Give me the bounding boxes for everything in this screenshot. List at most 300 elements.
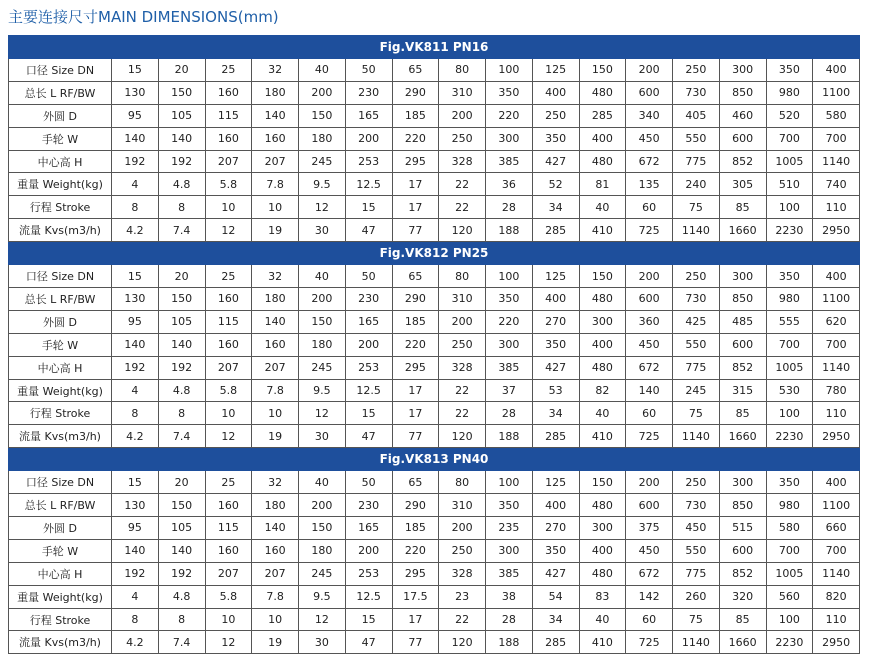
table-cell: 530 xyxy=(766,379,813,402)
table-cell: 4 xyxy=(112,585,159,608)
table-cell: 10 xyxy=(252,196,299,219)
table-cell: 285 xyxy=(532,425,579,448)
table-cell: 25 xyxy=(205,265,252,288)
table-cell: 188 xyxy=(486,425,533,448)
table-cell: 207 xyxy=(252,356,299,379)
table-cell: 17 xyxy=(392,379,439,402)
table-cell: 600 xyxy=(719,127,766,150)
table-cell: 450 xyxy=(626,333,673,356)
row-label: 中心高 H xyxy=(9,356,112,379)
table-cell: 400 xyxy=(532,81,579,104)
table-cell: 300 xyxy=(579,517,626,540)
table-cell: 77 xyxy=(392,631,439,654)
table-cell: 110 xyxy=(813,402,860,425)
table-cell: 480 xyxy=(579,81,626,104)
table-cell: 192 xyxy=(112,356,159,379)
table-cell: 38 xyxy=(486,585,533,608)
table-cell: 180 xyxy=(252,494,299,517)
table-cell: 245 xyxy=(299,356,346,379)
table-cell: 7.8 xyxy=(252,379,299,402)
table-cell: 725 xyxy=(626,631,673,654)
table-row xyxy=(9,81,860,104)
table-cell: 200 xyxy=(345,539,392,562)
table-cell: 328 xyxy=(439,150,486,173)
table-cell: 1140 xyxy=(673,219,720,242)
table-cell: 95 xyxy=(112,310,159,333)
table-cell: 230 xyxy=(345,81,392,104)
table-cell: 105 xyxy=(158,104,205,127)
table-cell: 25 xyxy=(205,59,252,82)
table-cell: 5.8 xyxy=(205,379,252,402)
table-cell: 310 xyxy=(439,288,486,311)
table-cell: 120 xyxy=(439,219,486,242)
table-cell: 150 xyxy=(579,59,626,82)
table-row xyxy=(9,608,860,631)
model-header-row xyxy=(9,242,860,265)
table-row xyxy=(9,402,860,425)
table-cell: 427 xyxy=(532,562,579,585)
table-cell: 8 xyxy=(158,196,205,219)
table-cell: 405 xyxy=(673,104,720,127)
table-cell: 700 xyxy=(766,539,813,562)
table-cell: 50 xyxy=(345,265,392,288)
table-cell: 730 xyxy=(673,288,720,311)
table-row xyxy=(9,631,860,654)
table-cell: 295 xyxy=(392,356,439,379)
table-cell: 160 xyxy=(205,494,252,517)
table-cell: 135 xyxy=(626,173,673,196)
table-cell: 192 xyxy=(158,150,205,173)
table-cell: 7.4 xyxy=(158,219,205,242)
table-cell: 300 xyxy=(486,539,533,562)
table-cell: 125 xyxy=(532,265,579,288)
row-label: 口径 Size DN xyxy=(9,471,112,494)
table-cell: 400 xyxy=(579,333,626,356)
table-cell: 125 xyxy=(532,471,579,494)
table-cell: 32 xyxy=(252,59,299,82)
table-cell: 150 xyxy=(299,310,346,333)
table-cell: 672 xyxy=(626,562,673,585)
table-cell: 600 xyxy=(626,288,673,311)
table-cell: 22 xyxy=(439,608,486,631)
table-cell: 480 xyxy=(579,356,626,379)
table-cell: 12 xyxy=(299,402,346,425)
table-row xyxy=(9,265,860,288)
table-cell: 1100 xyxy=(813,494,860,517)
table-cell: 328 xyxy=(439,356,486,379)
table-cell: 120 xyxy=(439,631,486,654)
row-label: 外圆 D xyxy=(9,310,112,333)
table-cell: 4.2 xyxy=(112,631,159,654)
table-cell: 775 xyxy=(673,150,720,173)
table-cell: 50 xyxy=(345,59,392,82)
table-cell: 400 xyxy=(579,539,626,562)
table-cell: 28 xyxy=(486,402,533,425)
table-cell: 140 xyxy=(112,333,159,356)
table-cell: 320 xyxy=(719,585,766,608)
table-cell: 20 xyxy=(158,265,205,288)
table-cell: 300 xyxy=(486,333,533,356)
table-cell: 130 xyxy=(112,288,159,311)
table-cell: 250 xyxy=(673,265,720,288)
table-cell: 60 xyxy=(626,402,673,425)
table-cell: 2230 xyxy=(766,219,813,242)
table-cell: 165 xyxy=(345,104,392,127)
table-cell: 480 xyxy=(579,288,626,311)
table-cell: 95 xyxy=(112,517,159,540)
table-cell: 400 xyxy=(579,127,626,150)
table-cell: 25 xyxy=(205,471,252,494)
table-cell: 775 xyxy=(673,562,720,585)
table-cell: 4.2 xyxy=(112,219,159,242)
table-cell: 980 xyxy=(766,288,813,311)
row-label: 行程 Stroke xyxy=(9,608,112,631)
table-cell: 200 xyxy=(439,310,486,333)
table-cell: 52 xyxy=(532,173,579,196)
table-cell: 105 xyxy=(158,310,205,333)
table-cell: 110 xyxy=(813,196,860,219)
table-cell: 160 xyxy=(205,333,252,356)
table-cell: 207 xyxy=(252,150,299,173)
table-cell: 285 xyxy=(532,631,579,654)
table-cell: 350 xyxy=(532,127,579,150)
table-cell: 290 xyxy=(392,494,439,517)
table-row xyxy=(9,104,860,127)
table-cell: 725 xyxy=(626,219,673,242)
table-cell: 150 xyxy=(158,288,205,311)
table-cell: 820 xyxy=(813,585,860,608)
table-cell: 15 xyxy=(345,196,392,219)
table-cell: 385 xyxy=(486,356,533,379)
table-cell: 852 xyxy=(719,356,766,379)
table-cell: 580 xyxy=(813,104,860,127)
table-cell: 480 xyxy=(579,494,626,517)
table-cell: 100 xyxy=(486,471,533,494)
table-cell: 310 xyxy=(439,494,486,517)
table-cell: 480 xyxy=(579,150,626,173)
table-cell: 260 xyxy=(673,585,720,608)
model-title: Fig.VK812 PN25 xyxy=(9,242,860,265)
table-row xyxy=(9,127,860,150)
table-cell: 250 xyxy=(532,104,579,127)
table-cell: 5.8 xyxy=(205,173,252,196)
table-cell: 385 xyxy=(486,150,533,173)
table-cell: 20 xyxy=(158,471,205,494)
table-cell: 12.5 xyxy=(345,585,392,608)
table-cell: 15 xyxy=(112,471,159,494)
table-cell: 200 xyxy=(299,494,346,517)
table-cell: 19 xyxy=(252,219,299,242)
row-label: 外圆 D xyxy=(9,517,112,540)
table-cell: 485 xyxy=(719,310,766,333)
table-cell: 130 xyxy=(112,494,159,517)
table-cell: 85 xyxy=(719,402,766,425)
table-cell: 28 xyxy=(486,196,533,219)
table-cell: 4 xyxy=(112,173,159,196)
row-label: 流量 Kvs(m3/h) xyxy=(9,219,112,242)
table-cell: 410 xyxy=(579,425,626,448)
table-cell: 130 xyxy=(112,81,159,104)
table-cell: 550 xyxy=(673,127,720,150)
table-cell: 240 xyxy=(673,173,720,196)
table-cell: 75 xyxy=(673,196,720,219)
table-cell: 4 xyxy=(112,379,159,402)
table-row xyxy=(9,333,860,356)
table-row xyxy=(9,379,860,402)
table-cell: 620 xyxy=(813,310,860,333)
table-cell: 230 xyxy=(345,288,392,311)
table-cell: 560 xyxy=(766,585,813,608)
table-cell: 850 xyxy=(719,81,766,104)
table-cell: 350 xyxy=(486,81,533,104)
table-cell: 1100 xyxy=(813,288,860,311)
table-cell: 142 xyxy=(626,585,673,608)
table-cell: 85 xyxy=(719,196,766,219)
table-cell: 245 xyxy=(673,379,720,402)
table-cell: 160 xyxy=(205,539,252,562)
table-cell: 188 xyxy=(486,219,533,242)
table-row xyxy=(9,219,860,242)
row-label: 行程 Stroke xyxy=(9,196,112,219)
table-cell: 20 xyxy=(158,59,205,82)
table-cell: 15 xyxy=(345,402,392,425)
table-cell: 100 xyxy=(766,196,813,219)
table-cell: 22 xyxy=(439,173,486,196)
table-cell: 34 xyxy=(532,402,579,425)
table-cell: 22 xyxy=(439,196,486,219)
table-cell: 700 xyxy=(766,333,813,356)
table-cell: 23 xyxy=(439,585,486,608)
table-cell: 328 xyxy=(439,562,486,585)
row-label: 口径 Size DN xyxy=(9,59,112,82)
table-cell: 180 xyxy=(299,539,346,562)
table-cell: 60 xyxy=(626,196,673,219)
table-cell: 700 xyxy=(766,127,813,150)
table-cell: 160 xyxy=(205,288,252,311)
table-cell: 28 xyxy=(486,608,533,631)
table-cell: 110 xyxy=(813,608,860,631)
table-cell: 460 xyxy=(719,104,766,127)
table-cell: 115 xyxy=(205,517,252,540)
table-cell: 425 xyxy=(673,310,720,333)
table-cell: 400 xyxy=(813,59,860,82)
table-cell: 17 xyxy=(392,173,439,196)
table-cell: 350 xyxy=(486,288,533,311)
table-cell: 550 xyxy=(673,539,720,562)
table-cell: 77 xyxy=(392,219,439,242)
row-label: 口径 Size DN xyxy=(9,265,112,288)
table-cell: 350 xyxy=(766,471,813,494)
table-cell: 1660 xyxy=(719,219,766,242)
row-label: 行程 Stroke xyxy=(9,402,112,425)
table-cell: 730 xyxy=(673,81,720,104)
table-cell: 22 xyxy=(439,379,486,402)
table-cell: 30 xyxy=(299,219,346,242)
table-cell: 550 xyxy=(673,333,720,356)
table-cell: 12.5 xyxy=(345,379,392,402)
table-cell: 350 xyxy=(532,539,579,562)
table-row xyxy=(9,196,860,219)
table-cell: 185 xyxy=(392,517,439,540)
table-cell: 1005 xyxy=(766,150,813,173)
row-label: 重量 Weight(kg) xyxy=(9,379,112,402)
table-cell: 81 xyxy=(579,173,626,196)
table-cell: 160 xyxy=(205,127,252,150)
table-cell: 1660 xyxy=(719,425,766,448)
page-title: 主要连接尺寸MAIN DIMENSIONS(mm) xyxy=(8,8,279,26)
table-cell: 160 xyxy=(252,333,299,356)
table-cell: 105 xyxy=(158,517,205,540)
table-cell: 65 xyxy=(392,59,439,82)
table-row xyxy=(9,425,860,448)
table-cell: 8 xyxy=(112,402,159,425)
table-cell: 140 xyxy=(252,310,299,333)
table-cell: 100 xyxy=(766,402,813,425)
table-cell: 250 xyxy=(673,471,720,494)
table-cell: 65 xyxy=(392,471,439,494)
table-cell: 250 xyxy=(673,59,720,82)
table-cell: 12 xyxy=(205,219,252,242)
table-cell: 160 xyxy=(205,81,252,104)
table-cell: 1140 xyxy=(673,425,720,448)
table-cell: 220 xyxy=(392,127,439,150)
table-cell: 350 xyxy=(766,59,813,82)
table-cell: 1140 xyxy=(673,631,720,654)
table-cell: 8 xyxy=(158,608,205,631)
table-cell: 150 xyxy=(579,471,626,494)
table-cell: 220 xyxy=(486,310,533,333)
table-cell: 150 xyxy=(299,104,346,127)
table-cell: 40 xyxy=(299,265,346,288)
table-cell: 290 xyxy=(392,288,439,311)
table-cell: 510 xyxy=(766,173,813,196)
table-cell: 160 xyxy=(252,127,299,150)
table-cell: 8 xyxy=(112,196,159,219)
table-cell: 200 xyxy=(345,127,392,150)
table-row xyxy=(9,173,860,196)
table-cell: 220 xyxy=(392,333,439,356)
table-row xyxy=(9,356,860,379)
table-cell: 30 xyxy=(299,425,346,448)
table-cell: 730 xyxy=(673,494,720,517)
table-cell: 295 xyxy=(392,150,439,173)
table-cell: 9.5 xyxy=(299,585,346,608)
table-cell: 185 xyxy=(392,310,439,333)
table-cell: 82 xyxy=(579,379,626,402)
table-cell: 34 xyxy=(532,608,579,631)
table-cell: 1005 xyxy=(766,562,813,585)
table-cell: 660 xyxy=(813,517,860,540)
table-cell: 80 xyxy=(439,59,486,82)
model-header-row xyxy=(9,36,860,59)
table-cell: 2230 xyxy=(766,631,813,654)
table-cell: 850 xyxy=(719,288,766,311)
table-cell: 400 xyxy=(532,288,579,311)
table-cell: 40 xyxy=(299,471,346,494)
table-cell: 2230 xyxy=(766,425,813,448)
table-cell: 200 xyxy=(439,517,486,540)
table-cell: 253 xyxy=(345,150,392,173)
table-cell: 725 xyxy=(626,425,673,448)
table-cell: 200 xyxy=(439,104,486,127)
table-cell: 12 xyxy=(299,608,346,631)
table-cell: 290 xyxy=(392,81,439,104)
table-cell: 10 xyxy=(205,608,252,631)
table-cell: 8 xyxy=(158,402,205,425)
table-cell: 285 xyxy=(532,219,579,242)
table-cell: 165 xyxy=(345,517,392,540)
table-cell: 192 xyxy=(112,562,159,585)
table-cell: 340 xyxy=(626,104,673,127)
table-cell: 36 xyxy=(486,173,533,196)
table-cell: 1660 xyxy=(719,631,766,654)
table-cell: 180 xyxy=(252,81,299,104)
table-cell: 350 xyxy=(486,494,533,517)
table-cell: 400 xyxy=(532,494,579,517)
table-cell: 10 xyxy=(252,608,299,631)
row-label: 总长 L RF/BW xyxy=(9,81,112,104)
table-cell: 125 xyxy=(532,59,579,82)
table-cell: 47 xyxy=(345,219,392,242)
table-cell: 600 xyxy=(626,81,673,104)
table-cell: 230 xyxy=(345,494,392,517)
table-row xyxy=(9,471,860,494)
table-cell: 32 xyxy=(252,471,299,494)
table-cell: 50 xyxy=(345,471,392,494)
table-cell: 427 xyxy=(532,356,579,379)
table-cell: 188 xyxy=(486,631,533,654)
table-cell: 7.4 xyxy=(158,631,205,654)
table-cell: 115 xyxy=(205,310,252,333)
table-cell: 672 xyxy=(626,356,673,379)
table-cell: 207 xyxy=(205,356,252,379)
table-cell: 520 xyxy=(766,104,813,127)
row-label: 流量 Kvs(m3/h) xyxy=(9,631,112,654)
table-cell: 12 xyxy=(299,196,346,219)
table-cell: 15 xyxy=(112,265,159,288)
table-cell: 1140 xyxy=(813,562,860,585)
table-cell: 775 xyxy=(673,356,720,379)
row-label: 手轮 W xyxy=(9,539,112,562)
table-cell: 192 xyxy=(158,356,205,379)
table-cell: 12.5 xyxy=(345,173,392,196)
table-cell: 2950 xyxy=(813,425,860,448)
table-cell: 200 xyxy=(345,333,392,356)
dimensions-table xyxy=(8,35,860,654)
table-cell: 115 xyxy=(205,104,252,127)
table-cell: 120 xyxy=(439,425,486,448)
table-cell: 140 xyxy=(158,127,205,150)
table-cell: 10 xyxy=(205,402,252,425)
table-row xyxy=(9,288,860,311)
table-cell: 40 xyxy=(579,402,626,425)
table-cell: 700 xyxy=(813,333,860,356)
table-cell: 4.8 xyxy=(158,379,205,402)
table-cell: 22 xyxy=(439,402,486,425)
table-cell: 95 xyxy=(112,104,159,127)
table-cell: 220 xyxy=(392,539,439,562)
table-cell: 165 xyxy=(345,310,392,333)
table-cell: 100 xyxy=(486,265,533,288)
table-cell: 305 xyxy=(719,173,766,196)
table-cell: 80 xyxy=(439,471,486,494)
table-cell: 17.5 xyxy=(392,585,439,608)
table-cell: 40 xyxy=(299,59,346,82)
table-cell: 450 xyxy=(626,539,673,562)
table-cell: 17 xyxy=(392,608,439,631)
table-cell: 780 xyxy=(813,379,860,402)
table-cell: 700 xyxy=(813,127,860,150)
